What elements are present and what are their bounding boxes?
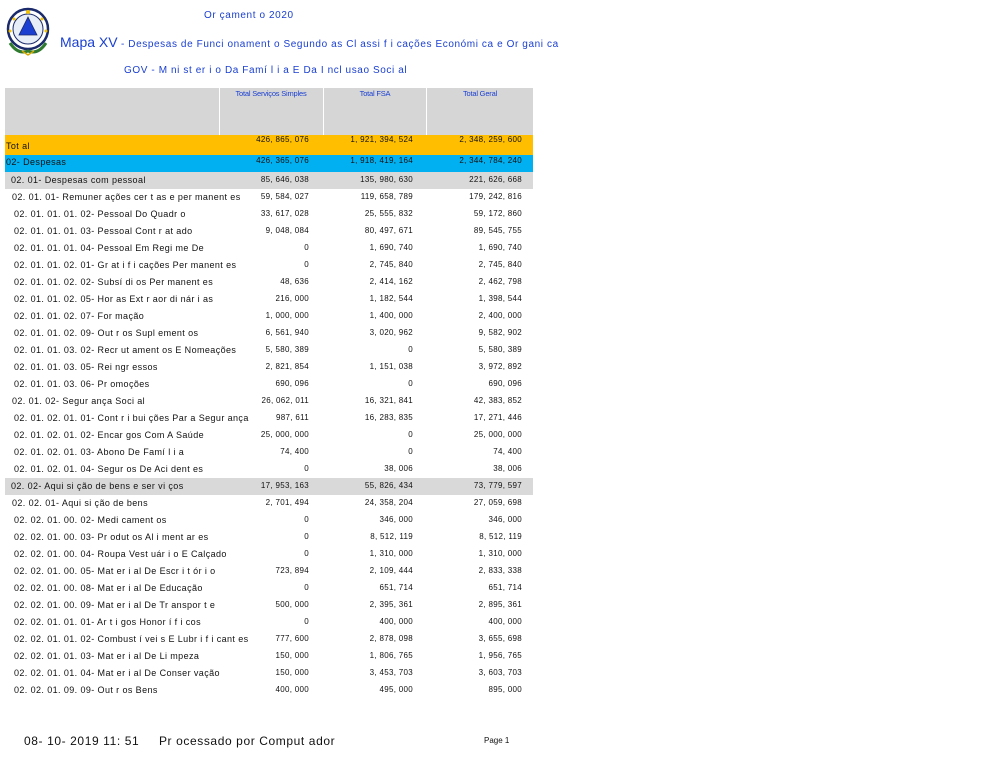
row-label: 02. 02. 01. 01. 03- Mat er i al De Li mpeza	[14, 651, 200, 661]
value-total-geral: 400, 000	[488, 617, 522, 626]
table-row	[5, 597, 533, 614]
budget-table	[5, 88, 533, 699]
value-total-geral: 27, 059, 698	[473, 498, 522, 507]
value-servicos-simples: 426, 865, 076	[256, 135, 309, 144]
value-fsa: 16, 321, 841	[364, 396, 413, 405]
value-total-geral: 2, 833, 338	[478, 566, 522, 575]
row-label: 02. 01. 02. 01. 01- Cont r i bui ções Par a Segur ança	[14, 413, 249, 423]
table-row	[5, 648, 533, 665]
row-label: 02. 01. 01. 01. 03- Pessoal Cont r at ado	[14, 226, 193, 236]
value-fsa: 2, 745, 840	[369, 260, 413, 269]
row-label: 02. 01. 01. 01. 02- Pessoal Do Quadr o	[14, 209, 186, 219]
value-servicos-simples: 777, 600	[275, 634, 309, 643]
value-total-geral: 2, 348, 259, 600	[459, 135, 522, 144]
value-fsa: 80, 497, 671	[364, 226, 413, 235]
coat-of-arms-emblem	[4, 5, 52, 57]
row-label: 02. 01. 02. 01. 02- Encar gos Com A Saúde	[14, 430, 205, 440]
value-fsa: 8, 512, 119	[370, 532, 413, 541]
value-fsa: 1, 806, 765	[369, 651, 413, 660]
value-total-geral: 3, 972, 892	[478, 362, 522, 371]
value-servicos-simples: 5, 580, 389	[265, 345, 309, 354]
value-total-geral: 2, 745, 840	[478, 260, 522, 269]
value-servicos-simples: 33, 617, 028	[260, 209, 309, 218]
table-row	[5, 155, 533, 172]
value-fsa: 0	[408, 447, 413, 456]
value-fsa: 2, 414, 162	[369, 277, 413, 286]
row-label: 02. 01. 01. 02. 09- Out r os Supl ement os	[14, 328, 199, 338]
value-total-geral: 73, 779, 597	[473, 481, 522, 490]
value-servicos-simples: 426, 365, 076	[256, 156, 309, 165]
value-servicos-simples: 2, 701, 494	[265, 498, 309, 507]
value-fsa: 55, 826, 434	[364, 481, 413, 490]
row-label: 02- Despesas	[6, 157, 67, 167]
value-fsa: 1, 918, 419, 164	[350, 156, 413, 165]
table-row	[5, 189, 533, 206]
value-servicos-simples: 216, 000	[275, 294, 309, 303]
table-row	[5, 257, 533, 274]
row-label: Tot al	[6, 141, 30, 151]
row-label: 02. 01. 01. 02. 02- Subsí di os Per manent es	[14, 277, 214, 287]
value-servicos-simples: 987, 611	[276, 413, 309, 422]
value-fsa: 38, 006	[384, 464, 413, 473]
value-servicos-simples: 9, 048, 084	[265, 226, 309, 235]
table-row	[5, 223, 533, 240]
value-fsa: 651, 714	[379, 583, 413, 592]
value-total-geral: 59, 172, 860	[473, 209, 522, 218]
value-servicos-simples: 0	[304, 515, 309, 524]
table-row	[5, 291, 533, 308]
table-row	[5, 410, 533, 427]
value-fsa: 25, 555, 832	[364, 209, 413, 218]
value-total-geral: 8, 512, 119	[479, 532, 522, 541]
col-header-fsa: Total FSA	[359, 89, 391, 98]
value-servicos-simples: 0	[304, 464, 309, 473]
value-total-geral: 346, 000	[488, 515, 522, 524]
row-label: 02. 01. 01. 03. 06- Pr omoções	[14, 379, 150, 389]
value-servicos-simples: 723, 894	[275, 566, 309, 575]
value-servicos-simples: 0	[304, 617, 309, 626]
row-label: 02. 02. 01- Aqui si ção de bens	[12, 498, 148, 508]
value-servicos-simples: 48, 636	[280, 277, 309, 286]
ministry-name: GOV - M ni st er i o Da Famí l i a E Da I ncl usao Soci al	[124, 65, 408, 76]
table-row	[5, 546, 533, 563]
row-label: 02. 02- Aqui si ção de bens e ser vi ços	[11, 481, 184, 491]
table-row	[5, 427, 533, 444]
row-label: 02. 01- Despesas com pessoal	[11, 175, 146, 185]
row-label: 02. 02. 01. 00. 02- Medi cament os	[14, 515, 167, 525]
table-row	[5, 206, 533, 223]
value-servicos-simples: 25, 000, 000	[260, 430, 309, 439]
value-total-geral: 179, 242, 816	[469, 192, 522, 201]
value-servicos-simples: 1, 000, 000	[265, 311, 309, 320]
table-header	[5, 88, 533, 135]
budget-year-title: Or çament o 2020	[204, 10, 294, 21]
value-fsa: 0	[408, 430, 413, 439]
value-fsa: 16, 283, 835	[364, 413, 413, 422]
value-fsa: 2, 109, 444	[369, 566, 413, 575]
value-total-geral: 2, 462, 798	[478, 277, 522, 286]
value-fsa: 2, 878, 098	[369, 634, 413, 643]
value-total-geral: 1, 690, 740	[478, 243, 522, 252]
row-label: 02. 01. 01. 02. 05- Hor as Ext r aor di nár i as	[14, 294, 214, 304]
value-fsa: 3, 453, 703	[369, 668, 413, 677]
row-label: 02. 01. 01. 02. 07- For mação	[14, 311, 145, 321]
table-row	[5, 393, 533, 410]
row-label: 02. 02. 01. 00. 05- Mat er i al De Escr i t ór i o	[14, 566, 216, 576]
row-label: 02. 01. 02. 01. 04- Segur os De Aci dent es	[14, 464, 204, 474]
table-row	[5, 495, 533, 512]
row-label: 02. 02. 01. 01. 01- Ar t i gos Honor í f i cos	[14, 617, 201, 627]
table-row	[5, 512, 533, 529]
value-fsa: 119, 658, 789	[360, 192, 413, 201]
row-label: 02. 02. 01. 00. 04- Roupa Vest uár i o E Calçado	[14, 549, 227, 559]
value-total-geral: 221, 626, 668	[469, 175, 522, 184]
col-header-servicos-simples: Total Serviços Simples	[235, 89, 307, 98]
row-label: 02. 02. 01. 09. 09- Out r os Bens	[14, 685, 158, 695]
value-servicos-simples: 74, 400	[280, 447, 309, 456]
value-servicos-simples: 400, 000	[275, 685, 309, 694]
row-label: 02. 01. 01. 03. 02- Recr ut ament os E Nomeações	[14, 345, 237, 355]
header-divider	[426, 88, 427, 135]
row-label: 02. 01. 01. 01. 04- Pessoal Em Regi me De	[14, 243, 204, 253]
table-row	[5, 342, 533, 359]
value-fsa: 1, 921, 394, 524	[350, 135, 413, 144]
value-total-geral: 1, 398, 544	[478, 294, 522, 303]
value-servicos-simples: 0	[304, 260, 309, 269]
value-total-geral: 74, 400	[493, 447, 522, 456]
value-fsa: 1, 400, 000	[369, 311, 413, 320]
value-total-geral: 2, 344, 784, 240	[459, 156, 522, 165]
value-servicos-simples: 6, 561, 940	[265, 328, 309, 337]
value-fsa: 1, 690, 740	[369, 243, 413, 252]
value-total-geral: 5, 580, 389	[478, 345, 522, 354]
table-row	[5, 563, 533, 580]
value-fsa: 24, 358, 204	[364, 498, 413, 507]
value-servicos-simples: 150, 000	[275, 651, 309, 660]
value-fsa: 2, 395, 361	[369, 600, 413, 609]
table-total-row	[5, 135, 533, 155]
value-total-geral: 690, 096	[488, 379, 522, 388]
value-total-geral: 1, 310, 000	[478, 549, 522, 558]
value-servicos-simples: 2, 821, 854	[265, 362, 309, 371]
value-total-geral: 2, 895, 361	[478, 600, 522, 609]
value-fsa: 1, 182, 544	[369, 294, 413, 303]
value-servicos-simples: 17, 953, 163	[260, 481, 309, 490]
table-row	[5, 580, 533, 597]
table-row	[5, 529, 533, 546]
value-total-geral: 9, 582, 902	[478, 328, 522, 337]
page-number: Page 1	[484, 736, 510, 745]
value-total-geral: 3, 655, 698	[478, 634, 522, 643]
value-total-geral: 38, 006	[493, 464, 522, 473]
header-divider	[323, 88, 324, 135]
value-total-geral: 651, 714	[488, 583, 522, 592]
table-row	[5, 274, 533, 291]
row-label: 02. 01. 02- Segur ança Soci al	[12, 396, 146, 406]
value-servicos-simples: 0	[304, 583, 309, 592]
value-servicos-simples: 690, 096	[275, 379, 309, 388]
table-row	[5, 444, 533, 461]
table-row	[5, 682, 533, 699]
table-row	[5, 376, 533, 393]
value-servicos-simples: 85, 646, 038	[260, 175, 309, 184]
table-row	[5, 478, 533, 495]
header-divider	[219, 88, 220, 135]
table-row	[5, 308, 533, 325]
value-total-geral: 89, 545, 755	[473, 226, 522, 235]
row-label: 02. 02. 01. 00. 09- Mat er i al De Tr anspor t e	[14, 600, 216, 610]
footer-processing-info	[24, 734, 335, 748]
value-total-geral: 2, 400, 000	[478, 311, 522, 320]
value-total-geral: 42, 383, 852	[473, 396, 522, 405]
processing-datetime: 08- 10- 2019 11: 51	[24, 734, 140, 748]
value-total-geral: 3, 603, 703	[478, 668, 522, 677]
row-label: 02. 02. 01. 00. 03- Pr odut os Al i ment ar es	[14, 532, 209, 542]
row-label: 02. 01. 01. 02. 01- Gr at i f i cações Per manent es	[14, 260, 237, 270]
table-body	[5, 135, 533, 699]
value-fsa: 0	[408, 379, 413, 388]
value-fsa: 0	[408, 345, 413, 354]
value-fsa: 1, 151, 038	[369, 362, 413, 371]
table-row	[5, 240, 533, 257]
row-label: 02. 02. 01. 01. 04- Mat er i al De Conser vação	[14, 668, 220, 678]
value-total-geral: 25, 000, 000	[473, 430, 522, 439]
report-title	[60, 34, 559, 52]
table-row	[5, 665, 533, 682]
value-servicos-simples: 0	[304, 549, 309, 558]
value-fsa: 400, 000	[379, 617, 413, 626]
value-total-geral: 17, 271, 446	[473, 413, 522, 422]
table-row	[5, 614, 533, 631]
value-fsa: 346, 000	[379, 515, 413, 524]
row-label: 02. 01. 01- Remuner ações cer t as e per manent es	[12, 192, 241, 202]
value-total-geral: 895, 000	[488, 685, 522, 694]
col-header-total-geral: Total Geral	[462, 89, 498, 98]
value-servicos-simples: 0	[304, 532, 309, 541]
value-fsa: 495, 000	[379, 685, 413, 694]
report-subtitle: - Despesas de Funci onament o Segundo as Cl assi f i cações Económi ca e Or gani ca	[117, 39, 559, 50]
table-row	[5, 461, 533, 478]
value-total-geral: 1, 956, 765	[478, 651, 522, 660]
table-row	[5, 359, 533, 376]
row-label: 02. 01. 02. 01. 03- Abono De Famí l i a	[14, 447, 185, 457]
map-number: Mapa XV	[60, 34, 118, 50]
table-row	[5, 631, 533, 648]
value-servicos-simples: 0	[304, 243, 309, 252]
value-servicos-simples: 500, 000	[275, 600, 309, 609]
table-row	[5, 172, 533, 189]
row-label: 02. 02. 01. 00. 08- Mat er i al De Educação	[14, 583, 203, 593]
value-servicos-simples: 26, 062, 011	[261, 396, 309, 405]
value-fsa: 135, 980, 630	[360, 175, 413, 184]
value-fsa: 1, 310, 000	[369, 549, 413, 558]
row-label: 02. 02. 01. 01. 02- Combust í vei s E Lubr i f i cant es	[14, 634, 249, 644]
row-label: 02. 01. 01. 03. 05- Rei ngr essos	[14, 362, 158, 372]
table-row	[5, 325, 533, 342]
value-servicos-simples: 59, 584, 027	[260, 192, 309, 201]
processed-by-label: Pr ocessado por Comput ador	[158, 734, 336, 748]
value-servicos-simples: 150, 000	[275, 668, 309, 677]
value-fsa: 3, 020, 962	[369, 328, 413, 337]
